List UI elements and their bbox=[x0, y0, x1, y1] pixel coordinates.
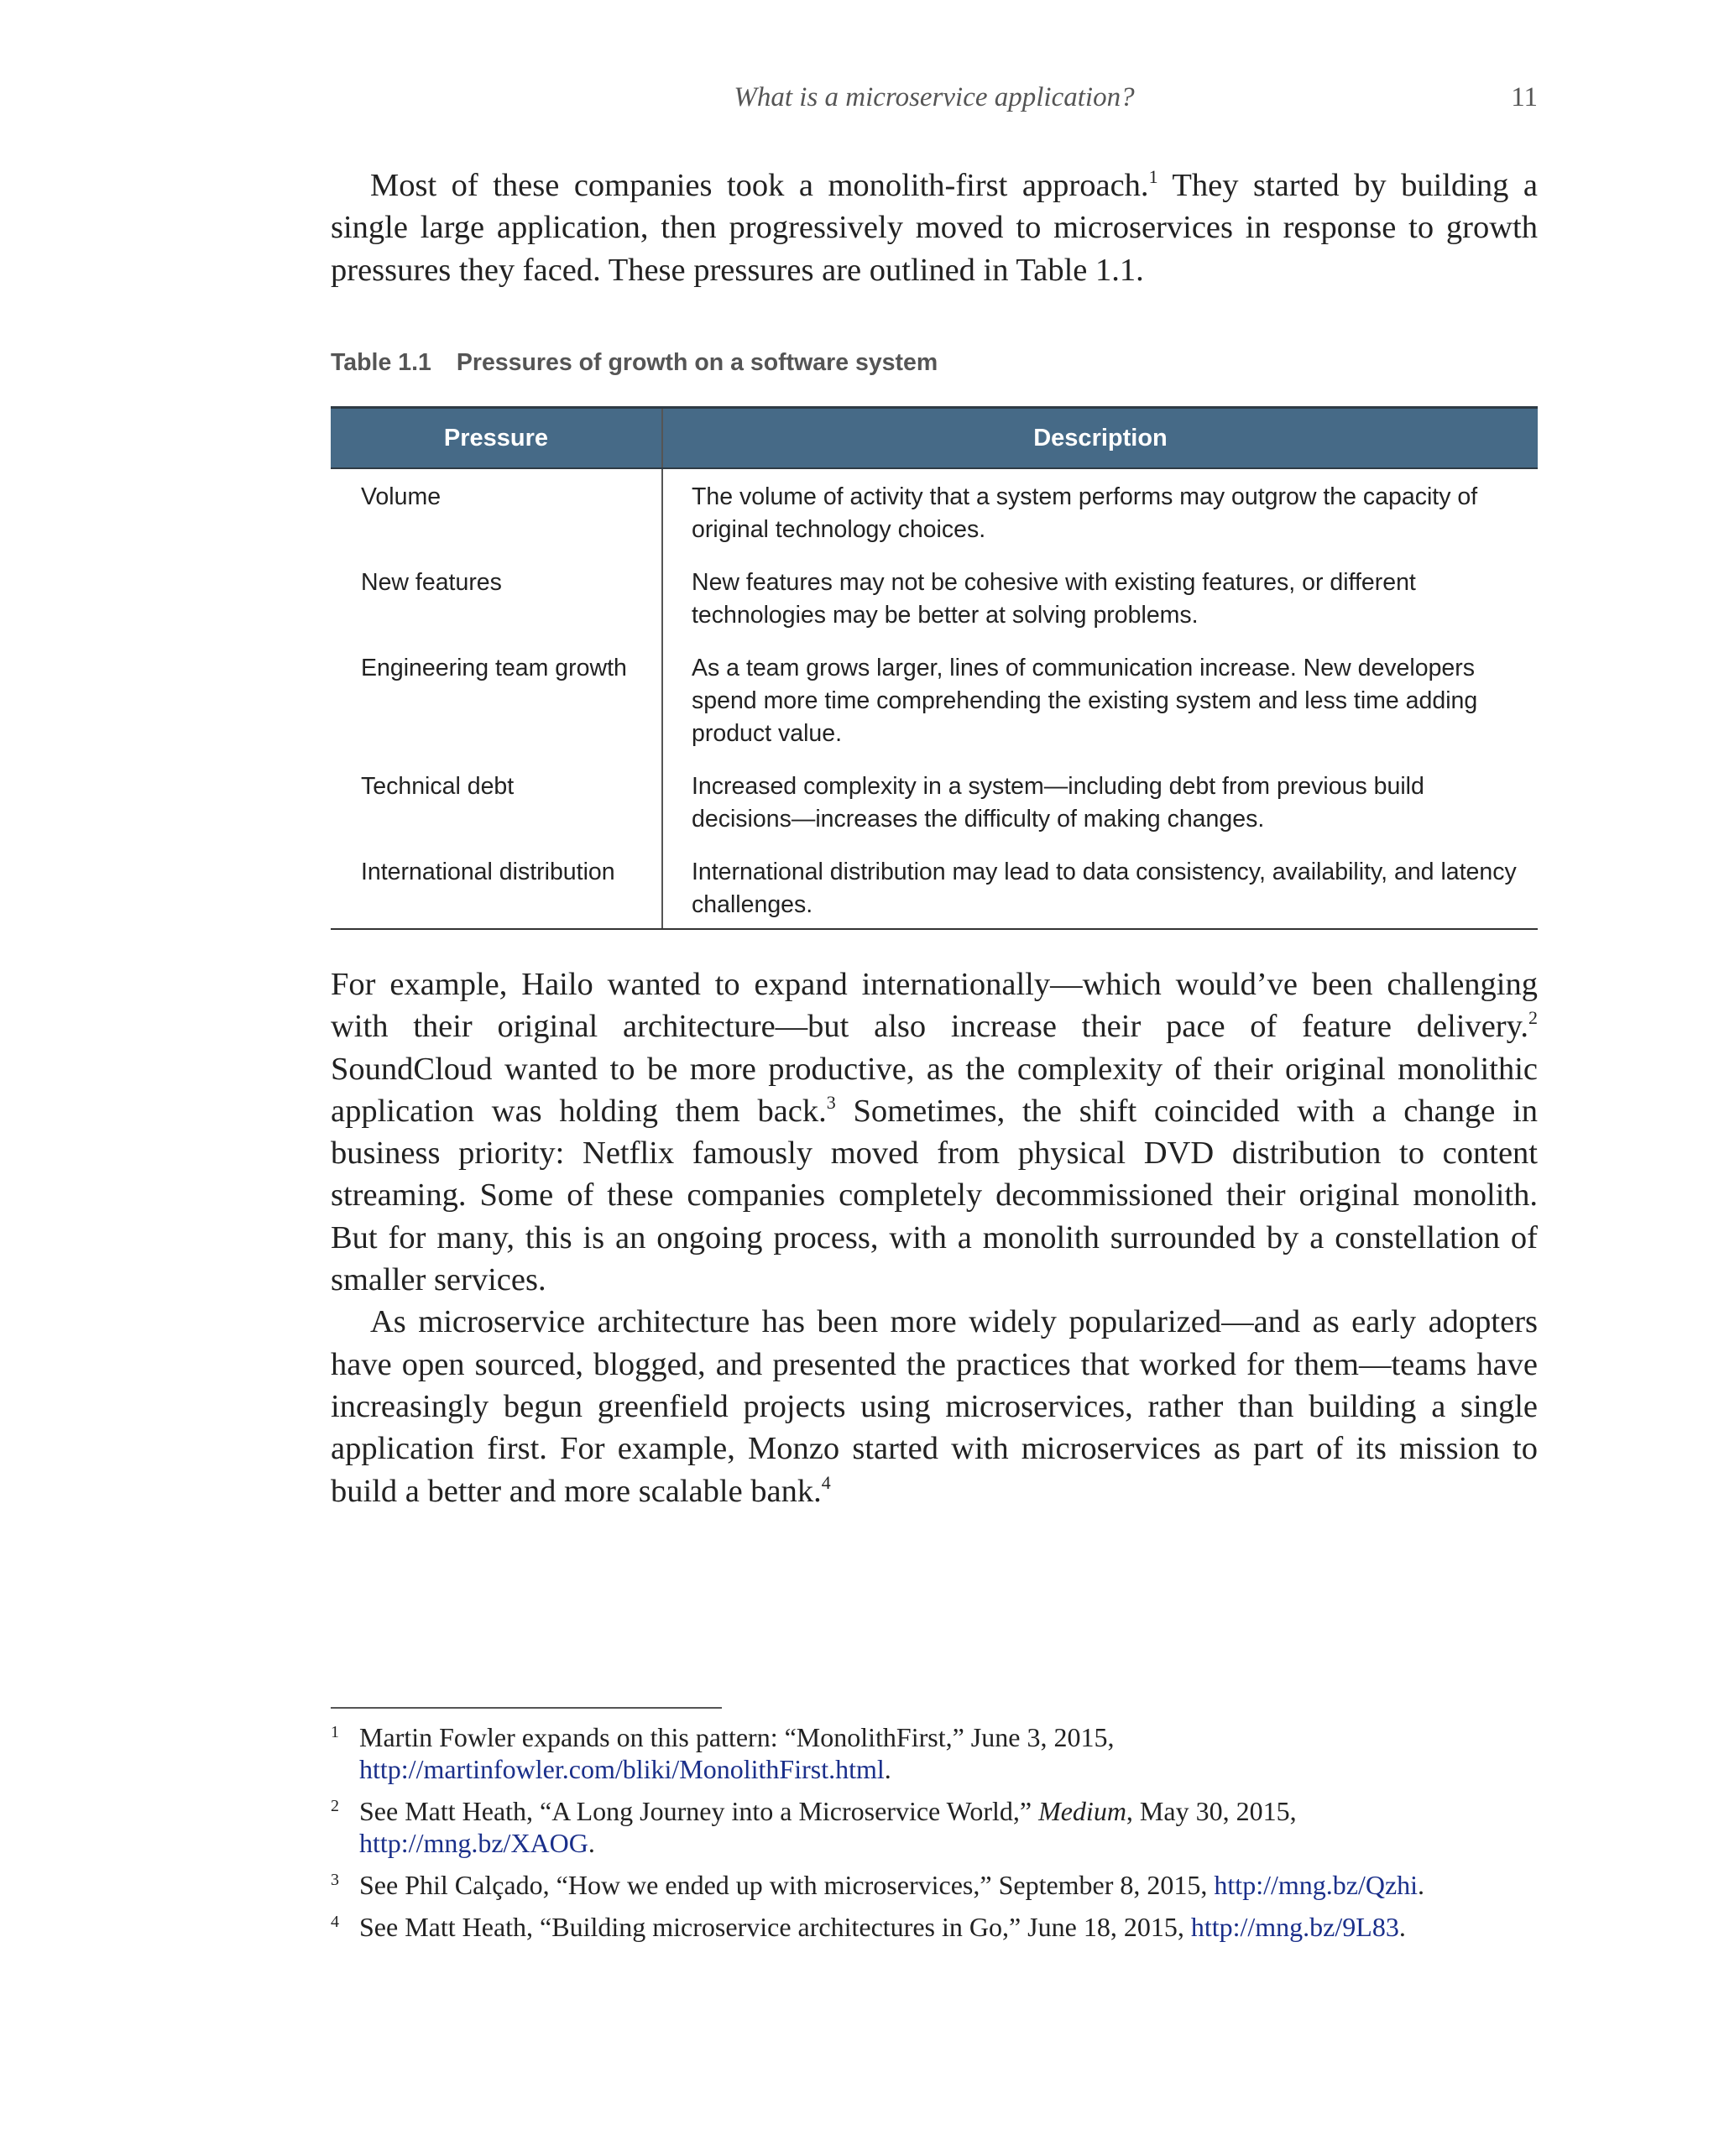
intro-paragraph-block bbox=[331, 164, 1538, 291]
table-row bbox=[331, 559, 1538, 645]
table-header-description: Description bbox=[662, 408, 1538, 469]
footnote-publication: Medium bbox=[1038, 1796, 1126, 1826]
footnote-end: . bbox=[1398, 1912, 1406, 1942]
table-cell-description: International distribution may lead to data consistency, availability, and latency challenges. bbox=[662, 848, 1538, 929]
greenfield-paragraph bbox=[331, 1301, 1538, 1511]
intro-paragraph-text: Most of these companies took a monolith-first approach. bbox=[370, 168, 1149, 203]
footnote-text-cont: , May 30, 2015, bbox=[1126, 1796, 1297, 1826]
footnote-number: 4 bbox=[331, 1913, 339, 1931]
table-header-pressure: Pressure bbox=[331, 408, 662, 469]
table-cell-description: The volume of activity that a system performs may outgrow the capacity of original technology choices. bbox=[692, 483, 1478, 543]
table-cell-pressure: New features bbox=[331, 559, 662, 645]
footnote-number: 2 bbox=[331, 1797, 339, 1815]
footnote-end: . bbox=[588, 1828, 595, 1858]
page-number: 11 bbox=[1511, 82, 1538, 112]
examples-paragraph bbox=[331, 963, 1538, 1301]
table-row bbox=[331, 645, 1538, 763]
table-cell-description: As a team grows larger, lines of communication increase. New developers spend more time comprehending the existing system and less time adding product value. bbox=[692, 655, 1478, 747]
table-row bbox=[331, 468, 1538, 559]
footnote-link[interactable]: http://mng.bz/9L83 bbox=[1190, 1912, 1399, 1942]
footnote-text: See Matt Heath, “Building microservice architectures in Go,” June 18, 2015, bbox=[359, 1912, 1191, 1942]
footnote-text: See Phil Calçado, “How we ended up with microservices,” September 8, 2015, bbox=[359, 1870, 1215, 1900]
running-head bbox=[331, 82, 1538, 119]
footnote-end: . bbox=[884, 1754, 891, 1784]
footnote-divider bbox=[331, 1707, 722, 1709]
footnote-ref-2[interactable]: 2 bbox=[1528, 1007, 1538, 1029]
table-row bbox=[331, 763, 1538, 848]
running-head-title: What is a microservice application? bbox=[734, 82, 1135, 112]
footnote-number: 3 bbox=[331, 1871, 339, 1889]
examples-paragraph-text-cont: SoundCloud wanted to be more productive, as the complexity of their original monolithic application was holding them back. bbox=[331, 1051, 1538, 1129]
table-row bbox=[331, 848, 1538, 929]
footnote-number: 1 bbox=[331, 1723, 339, 1741]
footnote-ref-4[interactable]: 4 bbox=[821, 1471, 831, 1493]
footnote-link[interactable]: http://martinfowler.com/bliki/MonolithFirst.html bbox=[359, 1754, 885, 1784]
table-cell-description: New features may not be cohesive with existing features, or different technologies may be better at solving problems. bbox=[692, 569, 1416, 629]
footnote-ref-1[interactable]: 1 bbox=[1148, 166, 1158, 187]
footnote bbox=[331, 1721, 1506, 1785]
examples-paragraph-text: For example, Hailo wanted to expand internationally—which would’ve been challenging with their original architecture—but also increase their pace of feature delivery. bbox=[331, 967, 1538, 1045]
footnote-link[interactable]: http://mng.bz/XAOG bbox=[359, 1828, 588, 1858]
table-caption bbox=[331, 349, 938, 377]
table-cell-pressure: Volume bbox=[331, 468, 662, 559]
table-cell-description: Increased complexity in a system—including debt from previous build decisions—increases the difficulty of making changes. bbox=[692, 773, 1424, 833]
table-cell-pressure: Technical debt bbox=[331, 763, 662, 848]
footnote-end: . bbox=[1418, 1870, 1425, 1900]
table-header-row bbox=[331, 408, 1538, 469]
footnote-ref-3[interactable]: 3 bbox=[826, 1091, 836, 1113]
greenfield-paragraph-text: As microservice architecture has been more widely popularized—and as early adopters have open sourced, blogged, and presented the practices that worked for them—teams have increasingly begun greenfield projects using microservices, rather than building a single application first. For example, Monzo started with microservices as part of its mission to build a better and more scalable bank. bbox=[331, 1304, 1538, 1509]
footnote-link[interactable]: http://mng.bz/Qzhi bbox=[1214, 1870, 1419, 1900]
footnote-text: See Matt Heath, “A Long Journey into a Microservice World,” bbox=[359, 1796, 1039, 1826]
table-cell-pressure: Engineering team growth bbox=[331, 645, 662, 763]
footnote bbox=[331, 1869, 1506, 1901]
footnote bbox=[331, 1795, 1506, 1859]
table-caption-label: Table 1.1 bbox=[331, 349, 431, 376]
intro-paragraph-text-cont: They started by building a single large application, then progressively moved to microservices in response to growth pressures they faced. These pressures are outlined in Table 1.1. bbox=[331, 168, 1538, 288]
footnote bbox=[331, 1911, 1506, 1943]
footnotes bbox=[331, 1721, 1506, 1953]
footnote-text: Martin Fowler expands on this pattern: “MonolithFirst,” June 3, 2015, bbox=[359, 1722, 1115, 1752]
table-caption-title: Pressures of growth on a software system bbox=[456, 349, 938, 376]
table-cell-pressure: International distribution bbox=[331, 848, 662, 929]
examples-paragraph-text-end: Sometimes, the shift coincided with a change in business priority: Netflix famously moved from physical DVD distribution to content streaming. Some of these companies completely decommissioned their original monolith. But for many, this is an ongoing process, with a monolith surrounded by a constellation of smaller services. bbox=[331, 1093, 1538, 1298]
intro-paragraph bbox=[331, 164, 1538, 291]
pressures-table bbox=[331, 406, 1538, 930]
main-text-block bbox=[331, 963, 1538, 1512]
